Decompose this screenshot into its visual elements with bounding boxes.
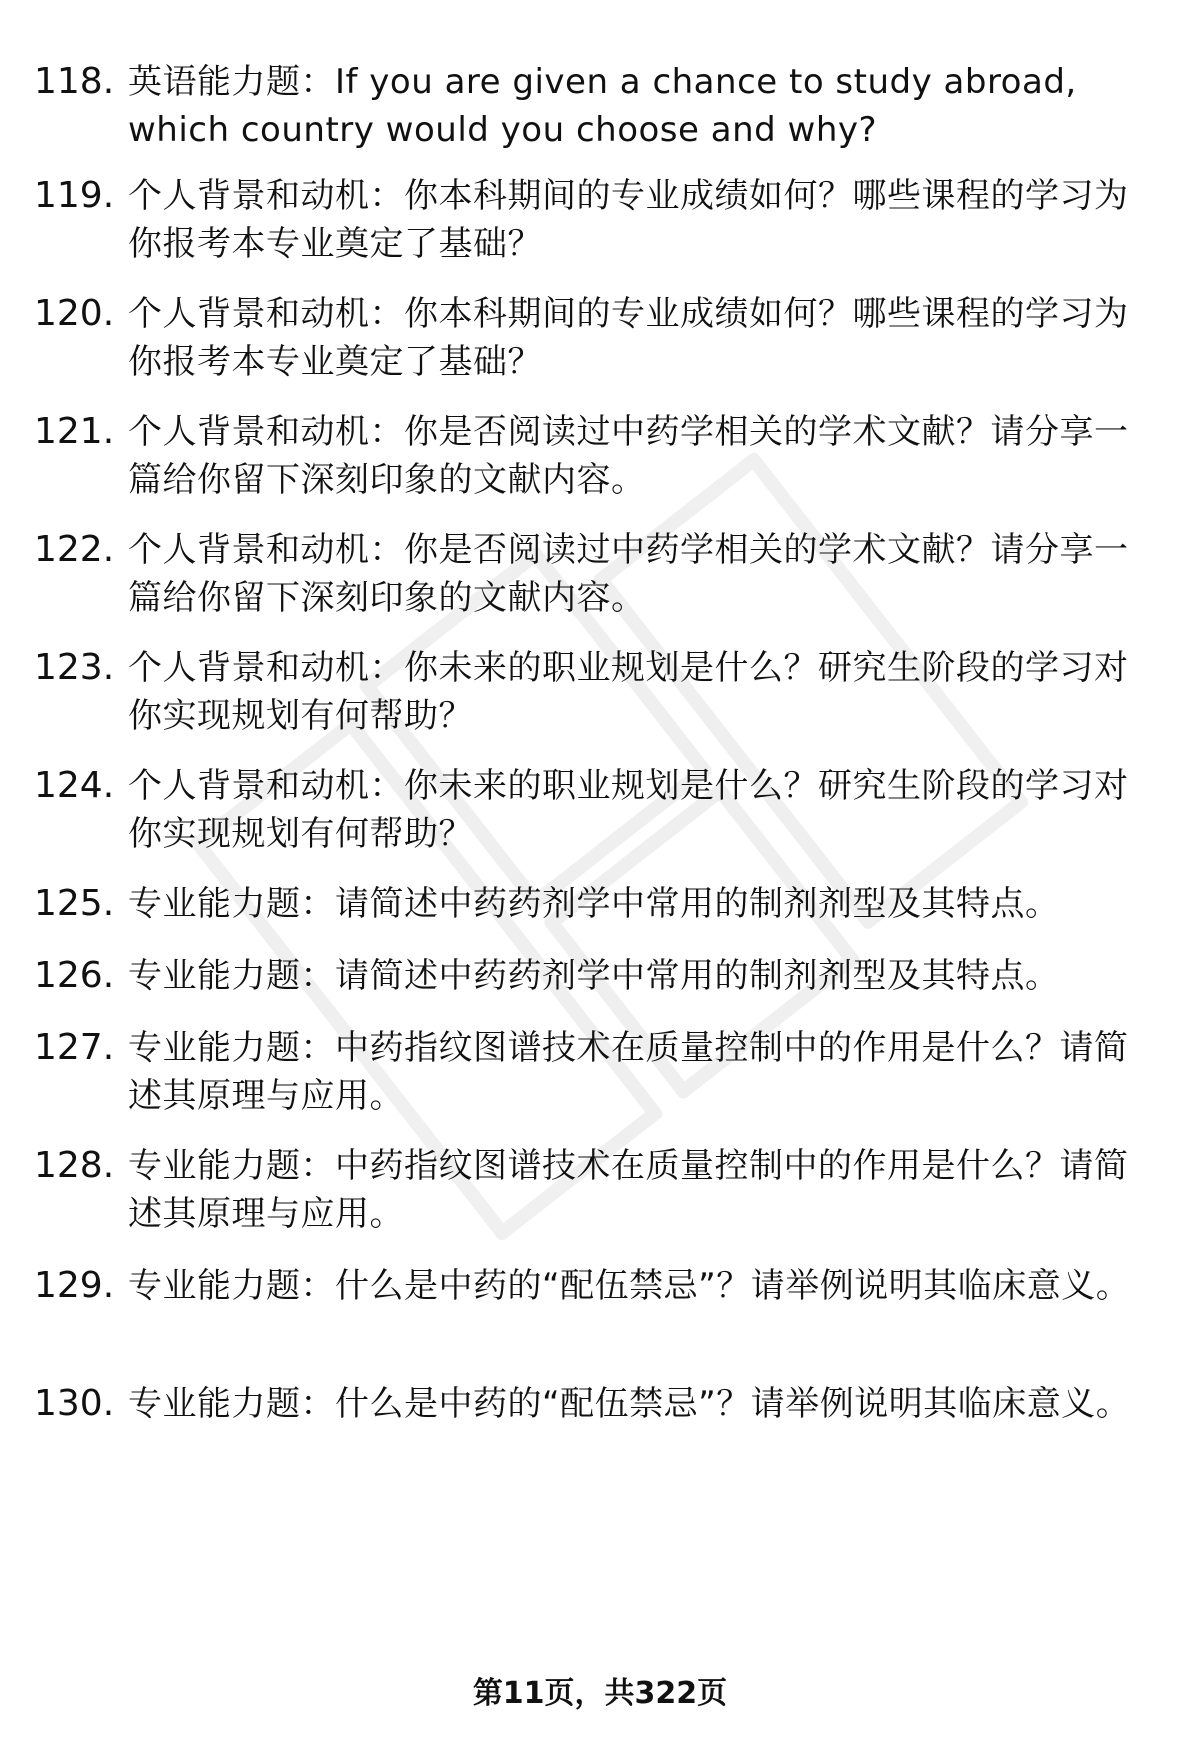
question-text: 专业能力题：中药指纹图谱技术在质量控制中的作用是什么？请简述其原理与应用。 [128, 1028, 1129, 1116]
question-text: 个人背景和动机：你是否阅读过中药学相关的学术文献？请分享一篇给你留下深刻印象的文献内容。 [128, 412, 1129, 500]
question-number: 126. [34, 955, 115, 996]
question-number: 119. [34, 175, 115, 216]
question-text: 英语能力题：If you are given a chance to study abroad, which country would you choose and why? [128, 62, 1077, 150]
page-footer: 第11页，共322页 [472, 1676, 728, 1711]
question-text: 专业能力题：中药指纹图谱技术在质量控制中的作用是什么？请简述其原理与应用。 [128, 1146, 1129, 1234]
question-text: 个人背景和动机：你本科期间的专业成绩如何？哪些课程的学习为你报考本专业奠定了基础？ [128, 176, 1129, 264]
question-number: 124. [34, 765, 115, 806]
question-text: 专业能力题：请简述中药药剂学中常用的制剂剂型及其特点。 [128, 956, 1060, 996]
question-text: 个人背景和动机：你未来的职业规划是什么？研究生阶段的学习对你实现规划有何帮助？ [128, 766, 1129, 854]
question-number: 129. [34, 1265, 115, 1306]
question-number: 130. [34, 1383, 115, 1424]
question-number: 123. [34, 647, 115, 688]
question-number: 128. [34, 1145, 115, 1186]
question-text: 专业能力题：什么是中药的“配伍禁忌”？请举例说明其临床意义。 [128, 1266, 1131, 1306]
question-text: 专业能力题：请简述中药药剂学中常用的制剂剂型及其特点。 [128, 884, 1060, 924]
question-number: 118. [34, 61, 115, 102]
question-number: 122. [34, 529, 115, 570]
question-number: 127. [34, 1027, 115, 1068]
question-text: 个人背景和动机：你未来的职业规划是什么？研究生阶段的学习对你实现规划有何帮助？ [128, 648, 1129, 736]
question-text: 个人背景和动机：你是否阅读过中药学相关的学术文献？请分享一篇给你留下深刻印象的文献内容。 [128, 530, 1129, 618]
question-text: 个人背景和动机：你本科期间的专业成绩如何？哪些课程的学习为你报考本专业奠定了基础？ [128, 294, 1129, 382]
question-number: 125. [34, 883, 115, 924]
question-text: 专业能力题：什么是中药的“配伍禁忌”？请举例说明其临床意义。 [128, 1384, 1131, 1424]
question-number: 121. [34, 411, 115, 452]
question-number: 120. [34, 293, 115, 334]
